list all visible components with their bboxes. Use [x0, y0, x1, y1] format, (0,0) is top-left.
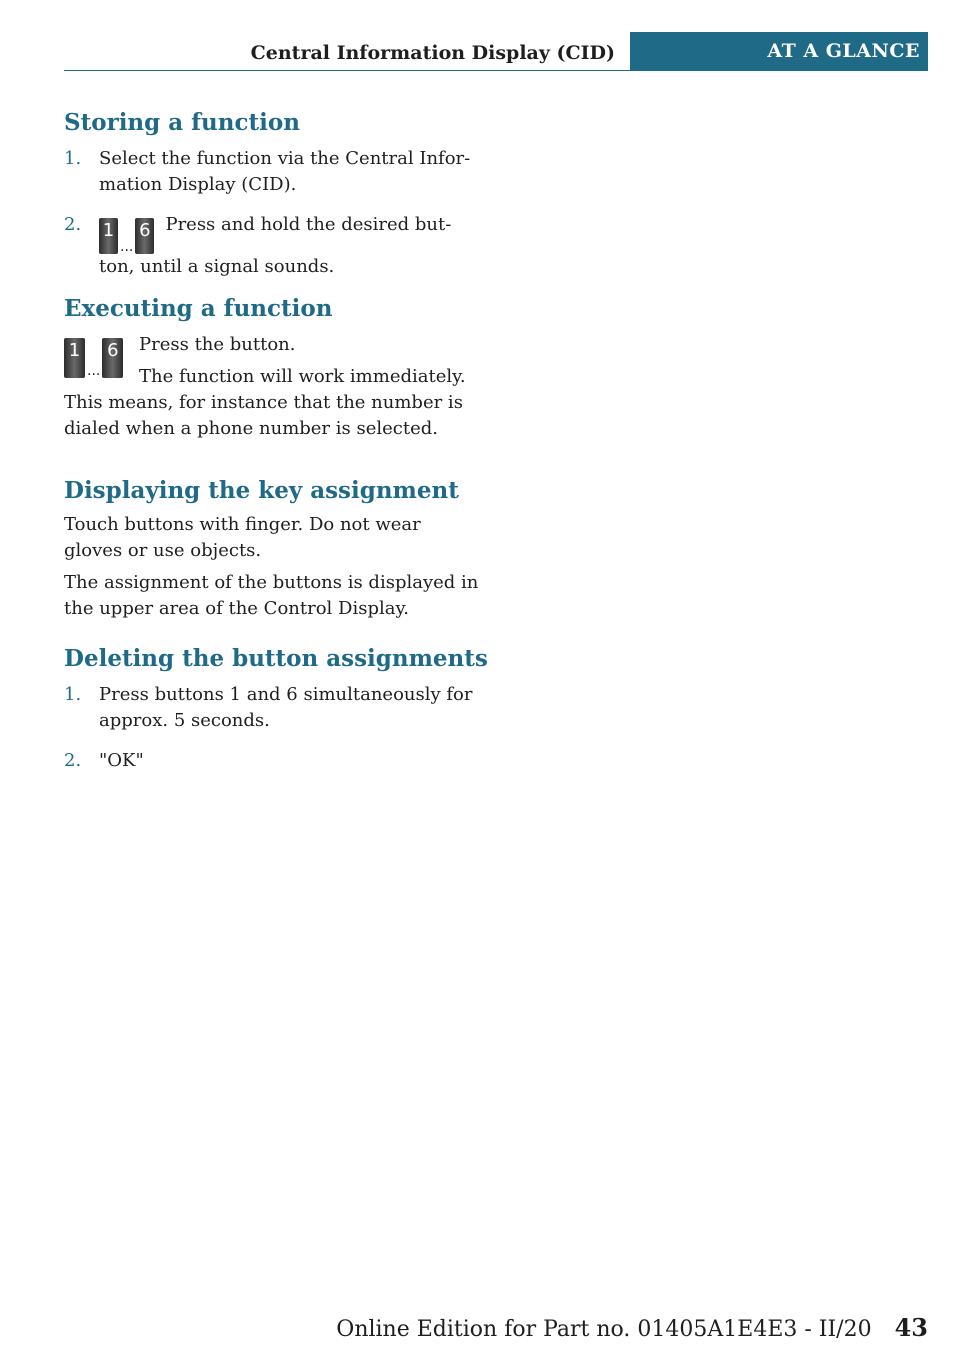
step-number: 1.	[64, 684, 82, 705]
step-number: 2.	[64, 214, 82, 235]
storing-heading: Storing a function	[64, 109, 300, 136]
preset-button-1-icon: 1	[64, 338, 85, 378]
displaying-section	[64, 476, 484, 622]
list-item	[64, 146, 484, 198]
preset-button-1-icon: 1	[99, 218, 118, 254]
executing-heading: Executing a function	[64, 295, 333, 322]
storing-section	[64, 108, 484, 280]
ellipsis: ...	[87, 363, 101, 379]
displaying-heading: Displaying the key assignment	[64, 477, 459, 504]
executing-lines	[64, 332, 484, 390]
displaying-paragraph-2: The assignment of the buttons is displayed in the upper area of the Control Display.	[64, 572, 479, 619]
executing-section	[64, 294, 484, 442]
step-number: 2.	[64, 750, 82, 771]
step-text: "OK"	[99, 750, 144, 771]
section-tab: AT A GLANCE	[630, 32, 928, 70]
list-item	[64, 212, 484, 280]
deleting-steps	[64, 682, 484, 774]
displaying-paragraph-1: Touch buttons with finger. Do not wear gloves or use objects.	[64, 514, 421, 561]
executing-line-1: Press the button.	[139, 334, 296, 355]
edition-text: Online Edition for Part no. 01405A1E4E3 - II/20	[336, 1317, 872, 1342]
step-text: Select the function via the Central Infor-mation Display (CID).	[99, 148, 471, 195]
deleting-section	[64, 644, 488, 774]
storing-steps	[64, 146, 484, 280]
executing-line-2: The function will work immediately.	[139, 366, 466, 387]
step-number: 1.	[64, 148, 82, 169]
deleting-heading: Deleting the button assignments	[64, 645, 488, 672]
preset-buttons-icon	[64, 338, 123, 378]
page-content	[64, 108, 488, 788]
page-header	[64, 32, 928, 71]
preset-buttons-icon	[99, 218, 154, 254]
executing-body	[64, 332, 484, 442]
step-text: Press buttons 1 and 6 simultaneously for approx. 5 seconds.	[99, 684, 473, 731]
page-footer	[336, 1313, 928, 1342]
executing-text: This means, for instance that the number is dialed when a phone number is selected.	[64, 392, 463, 439]
list-item	[64, 682, 484, 734]
page-number: 43	[894, 1313, 928, 1342]
list-item	[64, 748, 484, 774]
step-text: Press and hold the desired but-ton, until a signal sounds.	[99, 214, 452, 277]
preset-button-6-icon: 6	[135, 218, 154, 254]
chapter-title: Central Information Display (CID)	[250, 42, 615, 64]
preset-button-6-icon: 6	[102, 338, 123, 378]
ellipsis: ...	[120, 239, 134, 255]
